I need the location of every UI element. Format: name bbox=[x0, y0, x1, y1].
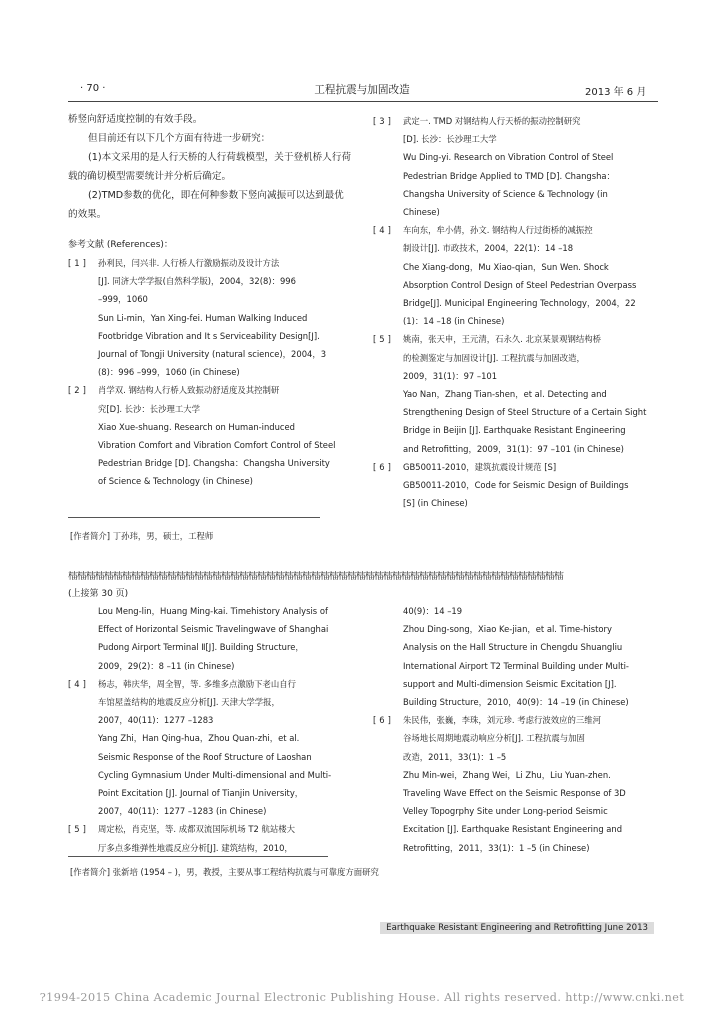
reference-text bbox=[403, 112, 657, 221]
reference-item bbox=[68, 675, 353, 821]
reference-item bbox=[373, 221, 657, 330]
reference-line: Analysis on the Hall Structure in Chengdu Shuangliu bbox=[403, 642, 623, 653]
reference-item bbox=[68, 381, 353, 490]
reference-line: 制设计[J]. 市政技术，2004，22(1)：14 –18 bbox=[403, 243, 574, 254]
reference-line: (1)：14 –18 (in Chinese) bbox=[403, 316, 505, 327]
reference-line: 的检测鉴定与加固设计[J]. 工程抗震与加固改造， bbox=[403, 352, 585, 363]
reference-text bbox=[98, 381, 353, 490]
reference-line: 40(9)：14 –19 bbox=[403, 606, 463, 616]
reference-line: Yao Nan，Zhang Tian-shen，et al. Detecting and bbox=[403, 389, 607, 400]
reference-number bbox=[373, 602, 403, 711]
reference-list bbox=[68, 254, 353, 491]
reference-number: [4] bbox=[68, 678, 89, 689]
reference-line: Che Xiang-dong，Mu Xiao-qian，Sun Wen. Shock bbox=[403, 261, 609, 272]
body-line: 但目前还有以下几个方面有待进一步研究： bbox=[88, 133, 271, 144]
reference-text bbox=[403, 221, 657, 330]
reference-line: Lou Meng-lin，Huang Ming-kai. Timehistory Analysis of bbox=[98, 606, 328, 616]
reference-text bbox=[98, 820, 353, 856]
reference-line: Pedestrian Bridge [D]. Changsha：Changsha University bbox=[98, 458, 330, 469]
reference-item bbox=[373, 112, 657, 221]
reference-line: Strengthening Design of Steel Structure of a Certain Sight bbox=[403, 407, 647, 418]
reference-item bbox=[373, 711, 657, 857]
reference-text bbox=[403, 602, 657, 711]
reference-item bbox=[68, 602, 353, 675]
reference-line: Yang Zhi，Han Qing-hua，Zhou Quan-zhi，et al. bbox=[98, 733, 300, 744]
reference-line: Zhu Min-wei，Zhang Wei，Li Zhu，Liu Yuan-zhen. bbox=[403, 769, 611, 780]
footnote-rule bbox=[68, 517, 320, 518]
reference-line: Traveling Wave Effect on the Seismic Response of 3D bbox=[403, 788, 626, 799]
reference-line: support and Multi-dimension Seismic Excitation [J]. bbox=[403, 678, 617, 689]
reference-line: 肖学双. 钢结构人行桥人致振动舒适度及其控制研 bbox=[98, 385, 280, 396]
reference-line: Seismic Response of the Roof Structure of Laoshan bbox=[98, 751, 312, 762]
reference-number bbox=[68, 602, 98, 675]
reference-text bbox=[98, 675, 353, 821]
reference-line: Wu Ding-yi. Research on Vibration Control of Steel bbox=[403, 152, 614, 163]
reference-line: Pudong Airport Terminal Ⅱ[J]. Building Structure， bbox=[98, 642, 304, 653]
reference-number: [2] bbox=[68, 385, 89, 396]
references-title: 参考文献 (References)： bbox=[68, 240, 173, 250]
right-column-bottom bbox=[373, 602, 657, 857]
reference-line: Sun Li-min，Yan Xing-fei. Human Walking Induced bbox=[98, 312, 308, 323]
reference-line: 孙利民，闫兴非. 人行桥人行激励振动及设计方法 bbox=[98, 258, 280, 268]
reference-line: and Retrofitting，2009，31(1)：97 –101 (in Chinese) bbox=[403, 443, 624, 454]
reference-line: Velley Topogrphy Site under Long-period Seismic bbox=[403, 806, 608, 817]
reference-item bbox=[373, 330, 657, 457]
body-line: (2)TMD参数的优化，即在何种参数下竖向减振可以达到最优的效果。 bbox=[68, 190, 344, 220]
reference-line: Vibration Comfort and Vibration Comfort Control of Steel bbox=[98, 440, 336, 451]
reference-line: (8)：996 –999，1060 (in Chinese) bbox=[98, 367, 240, 378]
reference-line: Journal of Tongji University (natural science)，2004，3 bbox=[98, 349, 327, 360]
left-column-bottom bbox=[68, 602, 353, 857]
reference-item bbox=[68, 254, 353, 381]
reference-item bbox=[68, 820, 353, 856]
reference-line: 2009，29(2)：8 –11 (in Chinese) bbox=[98, 660, 235, 671]
page-number: · 70 · bbox=[80, 83, 106, 94]
reference-list bbox=[68, 602, 353, 857]
reference-number: [5] bbox=[373, 334, 394, 345]
reference-line: GB50011-2010，建筑抗震设计规范 [S] bbox=[403, 461, 557, 472]
continued-note: (上接第 30 页) bbox=[68, 589, 129, 599]
reference-text bbox=[403, 711, 657, 857]
reference-line: 车向东，牟小倩，孙文. 钢结构人行过街桥的减振控 bbox=[403, 225, 593, 236]
reference-line: [J]. 同济大学学报(自然科学版)，2004，32(8)：996 bbox=[98, 276, 296, 287]
reference-list bbox=[373, 112, 657, 512]
reference-line: Absorption Control Design of Steel Pedestrian Overpass bbox=[403, 279, 637, 290]
reference-number: [4] bbox=[373, 225, 394, 236]
reference-line: 2007，40(11)：1277 –1283 (in Chinese) bbox=[98, 806, 267, 817]
footnote-rule bbox=[68, 856, 328, 857]
reference-line: 改造，2011，33(1)：1 –5 bbox=[403, 751, 507, 762]
reference-line: Pedestrian Bridge Applied to TMD [D]. Changsha： bbox=[403, 170, 615, 181]
reference-line: Retrofitting，2011，33(1)：1 –5 (in Chinese) bbox=[403, 842, 590, 853]
reference-line: Bridge in Beijin [J]. Earthquake Resistant Engineering bbox=[403, 425, 626, 436]
body-line: (1)本文采用的是人行天桥的人行荷载模型，关于登机桥人行荷载的确切模型需要统计并分析后确定。 bbox=[68, 152, 352, 182]
reference-line: Footbridge Vibration and It s Serviceability Design[J]. bbox=[98, 330, 320, 341]
reference-line: 车馆屋盖结构的地震反应分析[J]. 天津大学学报， bbox=[98, 697, 280, 708]
reference-text bbox=[98, 602, 353, 675]
journal-footer: Earthquake Resistant Engineering and Retrofitting June 2013 bbox=[380, 922, 654, 934]
reference-line: –999，1060 bbox=[98, 294, 148, 305]
reference-line: Building Structure，2010，40(9)：14 –19 (in Chinese) bbox=[403, 697, 629, 708]
reference-line: 谷场地长周期地震动响应分析[J]. 工程抗震与加固 bbox=[403, 733, 585, 744]
reference-line: Bridge[J]. Municipal Engineering Technology，2004，22 bbox=[403, 298, 636, 309]
reference-item bbox=[373, 602, 657, 711]
reference-line: GB50011-2010，Code for Seismic Design of Buildings bbox=[403, 480, 629, 491]
reference-text bbox=[403, 330, 657, 457]
author-note: [作者简介] 张新培 (1954 – )，男，教授，主要从事工程结构抗震与可靠度方面研究 bbox=[70, 867, 379, 877]
reference-text bbox=[98, 254, 353, 381]
reference-line: 厅多点多维弹性地震反应分析[J]. 建筑结构，2010， bbox=[98, 842, 293, 853]
reference-line: 2009，31(1)：97 –101 bbox=[403, 370, 498, 381]
reference-number: [1] bbox=[68, 258, 89, 268]
reference-line: Changsha University of Science & Technology (in bbox=[403, 188, 608, 199]
reference-line: of Science & Technology (in Chinese) bbox=[98, 476, 253, 487]
copyright-notice: ?1994-2015 China Academic Journal Electronic Publishing House. All rights reserved. http://www.cnki.net bbox=[39, 991, 685, 1004]
reference-line: Chinese) bbox=[403, 207, 440, 218]
body-line: 桥竖向舒适度控制的有效手段。 bbox=[68, 114, 203, 125]
reference-line: 杨志，韩庆华，周全智，等. 多维多点激励下老山自行 bbox=[98, 678, 296, 689]
reference-line: 姚南，张天申，王元清，石永久. 北京某景观钢结构桥 bbox=[403, 334, 601, 345]
reference-line: 2007，40(11)：1277 –1283 bbox=[98, 715, 214, 726]
reference-text bbox=[403, 458, 657, 513]
reference-line: 究[D]. 长沙：长沙理工大学 bbox=[98, 403, 201, 414]
reference-line: Cycling Gymnasium Under Multi-dimensional and Multi- bbox=[98, 769, 332, 780]
reference-line: 周定松，肖克坚，等. 成都双流国际机场 T2 航站楼大 bbox=[98, 824, 295, 835]
reference-line: [D]. 长沙：长沙理工大学 bbox=[403, 134, 497, 145]
reference-line: International Airport T2 Terminal Building under Multi- bbox=[403, 660, 629, 671]
reference-line: Excitation [J]. Earthquake Resistant Engineering and bbox=[403, 824, 623, 835]
reference-line: Point Excitation [J]. Journal of Tianjin University， bbox=[98, 788, 304, 799]
journal-title: 工程抗震与加固改造 bbox=[314, 84, 410, 96]
author-note: [作者简介] 丁孙玮，男，硕士，工程师 bbox=[70, 531, 214, 541]
body-text bbox=[68, 110, 353, 224]
reference-line: Zhou Ding-song，Xiao Ke-jian，et al. Time-history bbox=[403, 624, 612, 635]
left-column-top bbox=[68, 110, 353, 491]
header-rule bbox=[68, 101, 658, 102]
section-divider: 檑檑檑檑檑檑檑檑檑檑檑檑檑檑檑檑檑檑檑檑檑檑檑檑檑檑檑檑檑檑檑檑檑檑檑檑檑檑檑檑檑檑檑檑檑檑檑檑檑檑檑檑檑檑檑 bbox=[68, 571, 563, 582]
right-column-top bbox=[373, 112, 657, 512]
reference-line: Effect of Horizontal Seismic Travelingwave of Shanghai bbox=[98, 624, 329, 635]
reference-number: [6] bbox=[373, 461, 394, 472]
issue-date: 2013 年 6 月 bbox=[585, 87, 647, 98]
reference-number: [3] bbox=[373, 116, 394, 126]
reference-line: [S] (in Chinese) bbox=[403, 498, 468, 509]
reference-item bbox=[373, 458, 657, 513]
reference-line: Xiao Xue-shuang. Research on Human-induced bbox=[98, 421, 295, 432]
reference-number: [5] bbox=[68, 824, 89, 835]
reference-line: 武定一. TMD 对钢结构人行天桥的振动控制研究 bbox=[403, 116, 581, 126]
reference-list bbox=[373, 602, 657, 857]
reference-line: 朱民伟，张巍，李珠，刘元珍. 考虑行波效应的三维河 bbox=[403, 715, 601, 726]
reference-number: [6] bbox=[373, 715, 394, 726]
